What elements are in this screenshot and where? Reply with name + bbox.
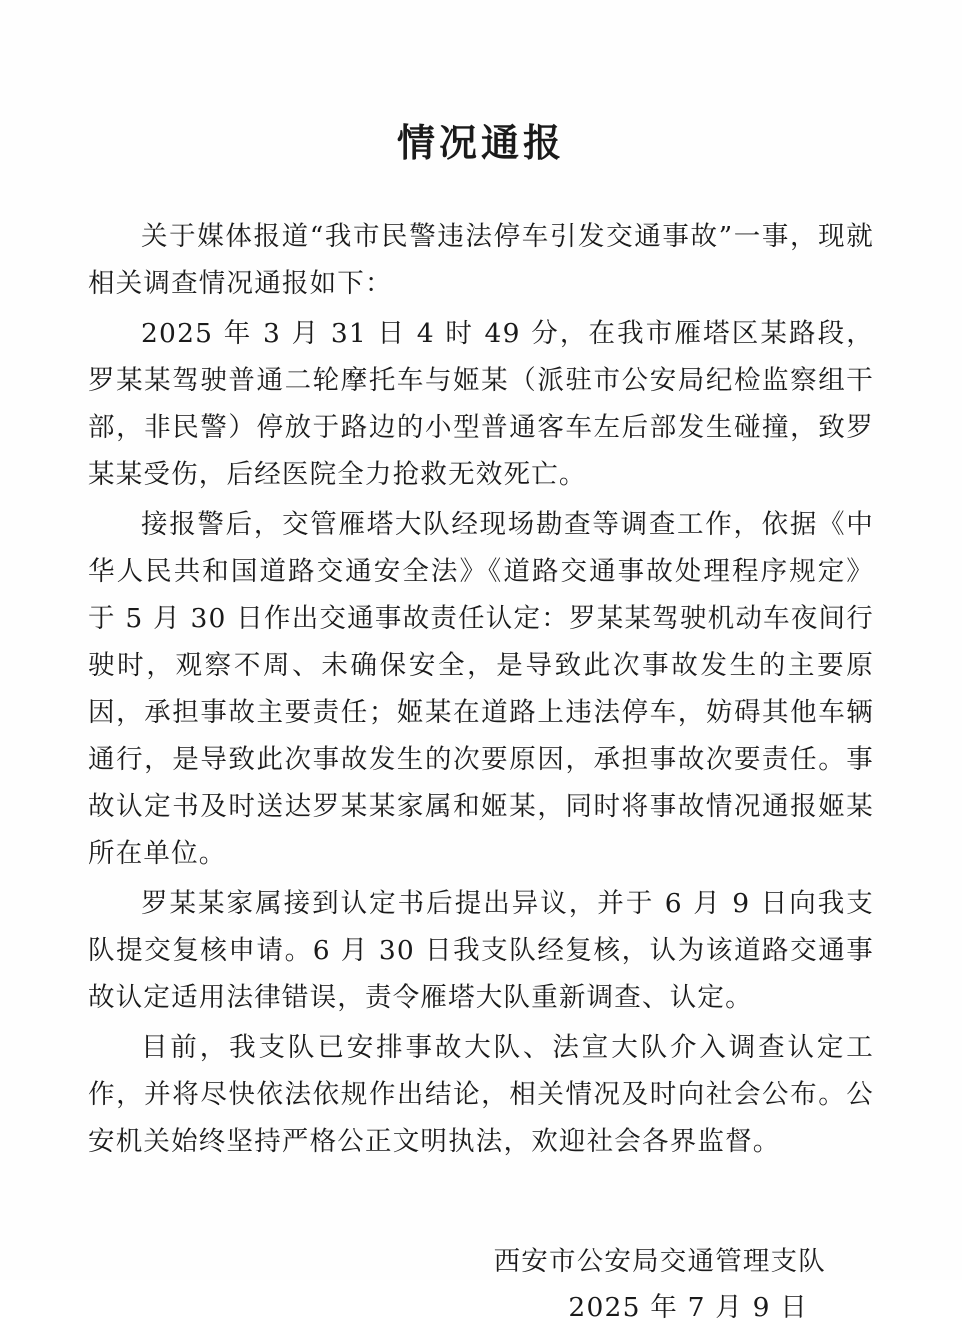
document-body — [88, 213, 874, 1165]
paragraph-4: 罗某某家属接到认定书后提出异议，并于 6 月 9 日向我支队提交复核申请。6 月 30 日我支队经复核，认为该道路交通事故认定适用法律错误，责令雁塔大队重新调查、认定。 — [88, 888, 874, 1013]
signature-block — [88, 1239, 874, 1331]
paragraph-3: 接报警后，交管雁塔大队经现场勘查等调查工作，依据《中华人民共和国道路交通安全法》《道路交通事故处理程序规定》于 5 月 30 日作出交通事故责任认定：罗某某驾驶机动车夜间行驶时，观察不周、未确保安全，是导致此次事故发生的主要原因，承担事故主要责任；姬某在道路上违法停车，妨碍其他车辆通行，是导致此次事故发生的次要原因，承担事故次要责任。事故认定书及时送达罗某某家属和姬某，同时将事故情况通报姬某所在单位。 — [88, 509, 874, 869]
paragraph-1: 关于媒体报道“我市民警违法停车引发交通事故”一事，现就相关调查情况通报如下： — [88, 221, 874, 299]
paragraph-2: 2025 年 3 月 31 日 4 时 49 分，在我市雁塔区某路段，罗某某驾驶普通二轮摩托车与姬某（派驻市公安局纪检监察组干部，非民警）停放于路边的小型普通客车左后部发生碰撞，致罗某某受伤，后经医院全力抢救无效死亡。 — [88, 318, 874, 490]
signature-date: 2025 年 7 月 9 日 — [568, 1292, 808, 1323]
paragraph-5: 目前，我支队已安排事故大队、法宣大队介入调查认定工作，并将尽快依法依规作出结论，相关情况及时向社会公布。公安机关始终坚持严格公正文明执法，欢迎社会各界监督。 — [88, 1032, 874, 1157]
signature-organization: 西安市公安局交通管理支队 — [493, 1246, 826, 1277]
page-title: 情况通报 — [396, 120, 565, 165]
